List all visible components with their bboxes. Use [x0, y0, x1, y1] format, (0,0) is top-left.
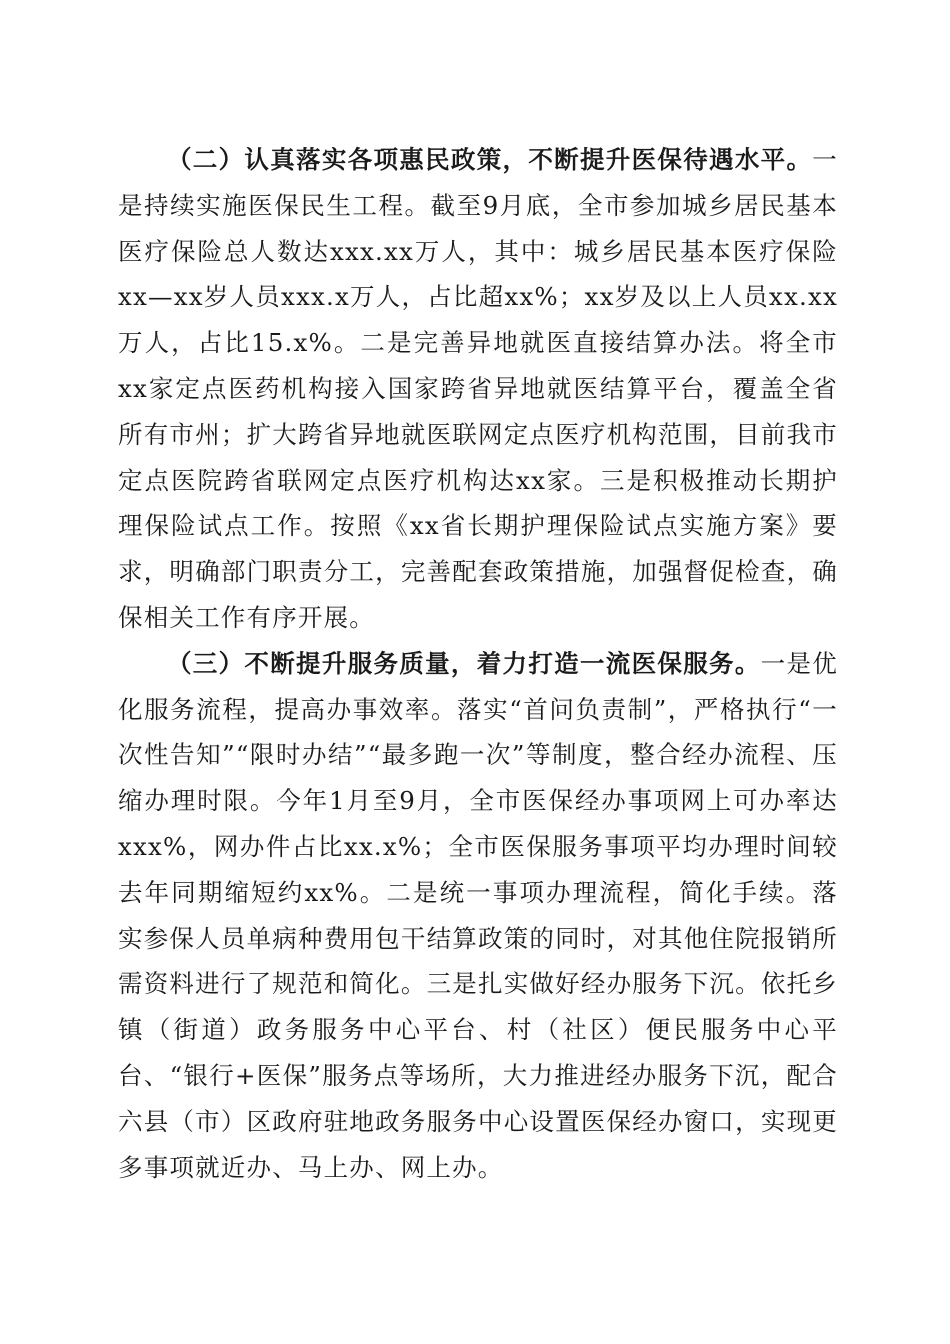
section-body-2: 一是持续实施医保民生工程。截至9月底，全市参加城乡居民基本医疗保险总人数达xxx.xx万人，其中：城乡居民基本医疗保险xx—xx岁人员xxx.x万人，占比超xx%；xx岁及以上人员xx.xx万人，占比15.x%。二是完善异地就医直接结算办法。将全市xx家定点医药机构接入国家跨省异地就医结算平台，覆盖全省所有市州；扩大跨省异地就医联网定点医疗机构范围，目前我市定点医院跨省联网定点医疗机构达xx家。三是积极推动长期护理保险试点工作。按照《xx省长期护理保险试点实施方案》要求，明确部门职责分工，完善配套政策措施，加强督促检查，确保相关工作有序开展。: [118, 145, 838, 632]
section-heading-2: （二）认真落实各项惠民政策，不断提升医保待遇水平。: [167, 145, 813, 174]
paragraph-section-3: [118, 641, 838, 1191]
section-heading-3: （三）不断提升服务质量，着力打造一流医保服务。: [167, 648, 761, 678]
document-body: [118, 137, 838, 1190]
paragraph-section-2: [118, 137, 838, 641]
section-body-3: 一是优化服务流程，提高办事效率。落实“首问负责制”，严格执行“一次性告知”“限时办结”“最多跑一次”等制度，整合经办流程、压缩办理时限。今年1月至9月，全市医保经办事项网上可办率达xxx%，网办件占比xx.x%；全市医保服务事项平均办理时间较去年同期缩短约xx%。二是统一事项办理流程，简化手续。落实参保人员单病种费用包干结算政策的同时，对其他住院报销所需资料进行了规范和简化。三是扎实做好经办服务下沉。依托乡镇（街道）政务服务中心平台、村（社区）便民服务中心平台、“银行+医保”服务点等场所，大力推进经办服务下沉，配合六县（市）区政府驻地政务服务中心设置医保经办窗口，实现更多事项就近办、马上办、网上办。: [118, 648, 838, 1182]
